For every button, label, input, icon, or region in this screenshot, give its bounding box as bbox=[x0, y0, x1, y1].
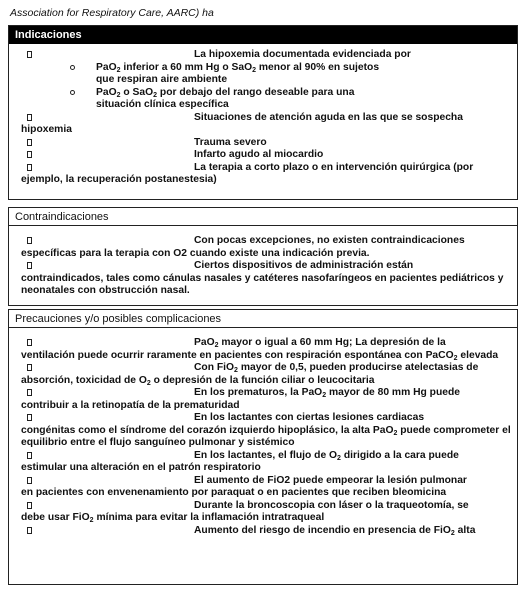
checkbox-bullet-icon bbox=[27, 114, 32, 121]
item-text: Aumento del riesgo de incendio en presencia de FiO$_2$ alta bbox=[194, 524, 476, 537]
item-text: En los lactantes con ciertas lesiones cardiacas bbox=[194, 412, 425, 423]
item-cont: en pacientes con envenenamiento por paraquat o en pacientes que reciben bleomicina bbox=[21, 487, 447, 498]
checkbox-bullet-icon bbox=[27, 237, 32, 244]
checkbox-bullet-icon bbox=[27, 527, 32, 534]
section-title: Indicaciones bbox=[9, 26, 517, 44]
list-item bbox=[9, 387, 517, 412]
item-text: Durante la broncoscopia con láser o la traqueotomía, se bbox=[194, 499, 469, 511]
list-item bbox=[9, 475, 517, 500]
item-cont: estimular una alteración en el patrón respiratorio bbox=[21, 462, 261, 473]
sub-list-item bbox=[9, 87, 517, 112]
section-title: Precauciones y/o posibles complicaciones bbox=[9, 310, 517, 328]
list-item bbox=[9, 235, 517, 260]
checkbox-bullet-icon bbox=[27, 477, 32, 484]
item-text: El aumento de FiO2 puede empeorar la lesión pulmonar bbox=[194, 474, 467, 486]
sub-item-cont: que respiran aire ambiente bbox=[96, 74, 228, 85]
item-text: Trauma severo bbox=[194, 136, 267, 148]
list-item bbox=[9, 112, 517, 137]
section-precauciones bbox=[8, 309, 518, 585]
item-cont: contribuir a la retinopatía de la prematuridad bbox=[21, 399, 240, 411]
item-text: PaO$_2$ mayor o igual a 60 mm Hg; La depresión de la bbox=[194, 337, 446, 349]
section-title: Contraindicaciones bbox=[9, 208, 517, 226]
item-text: En los prematuros, la PaO$_2$ mayor de 80 mm Hg puede bbox=[194, 387, 460, 399]
item-cont: hipoxemia bbox=[21, 124, 72, 135]
item-text: La hipoxemia documentada evidenciada por bbox=[194, 49, 411, 60]
circle-bullet-icon bbox=[70, 90, 75, 95]
list-item bbox=[9, 162, 517, 187]
item-cont: ejemplo, la recuperación postanestesia) bbox=[21, 174, 217, 185]
item-cont: absorción, toxicidad de $O_2$ o depresión de la función ciliar o leucocitaria bbox=[21, 374, 375, 387]
list-item bbox=[9, 362, 517, 387]
sub-item-text: PaO$_2$ o SaO$_2$ por debajo del rango deseable para una bbox=[96, 86, 355, 99]
checkbox-bullet-icon bbox=[27, 452, 32, 459]
item-text: La terapia a corto plazo o en intervención quirúrgica (por bbox=[194, 161, 474, 173]
checkbox-bullet-icon bbox=[27, 151, 32, 158]
sub-item-cont: situación clínica específica bbox=[96, 99, 229, 110]
item-cont: específicas para la terapia con O2 cuando existe una indicación previa. bbox=[21, 247, 370, 259]
list-item bbox=[9, 412, 517, 450]
item-cont: contraindicados, tales como cánulas nasales y catéteres nasofaríngeos en pacientes pediátricos y neonatales con obstrucción nasal. bbox=[21, 272, 504, 296]
item-cont: ventilación puede ocurrir raramente en pacientes con respiración espontánea con PaCO$_2$ elevada bbox=[21, 349, 499, 362]
checkbox-bullet-icon bbox=[27, 139, 32, 146]
item-text: Con pocas excepciones, no existen contraindicaciones bbox=[194, 235, 465, 246]
item-cont: congénitas como el síndrome del corazón izquierdo hipoplásico, la alta PaO$_2$ puede comprometer el equilibrio entre el flujo sanguíneo pulmonar y sistémico bbox=[21, 424, 511, 448]
item-text: Infarto agudo al miocardio bbox=[194, 149, 324, 160]
item-text: En los lactantes, el flujo de $O_2$ dirigido a la cara puede bbox=[194, 449, 459, 462]
checkbox-bullet-icon bbox=[27, 339, 32, 346]
list-item bbox=[9, 337, 517, 362]
list-item bbox=[9, 260, 517, 298]
item-text: Con FiO$_2$ mayor de 0,5, pueden producirse atelectasias de bbox=[194, 362, 479, 374]
checkbox-bullet-icon bbox=[27, 262, 32, 269]
page-header-text: Association for Respiratory Care, AARC) ha bbox=[10, 7, 214, 19]
checkbox-bullet-icon bbox=[27, 364, 32, 371]
checkbox-bullet-icon bbox=[27, 502, 32, 509]
section-contraindicaciones bbox=[8, 207, 518, 306]
list-item bbox=[9, 149, 517, 162]
checkbox-bullet-icon bbox=[27, 164, 32, 171]
checkbox-bullet-icon bbox=[27, 51, 32, 58]
sub-item-text: PaO$_2$ inferior a 60 mm Hg o SaO$_2$ menor al 90% en sujetos bbox=[96, 61, 380, 74]
list-item bbox=[9, 137, 517, 150]
sub-list-item bbox=[9, 62, 517, 87]
item-cont: debe usar FiO$_2$ mínima para evitar la inflamación intratraqueal bbox=[21, 512, 325, 524]
list-item bbox=[9, 450, 517, 475]
list-item bbox=[9, 525, 517, 538]
item-text: Ciertos dispositivos de administración están bbox=[194, 260, 414, 271]
circle-bullet-icon bbox=[70, 65, 75, 70]
checkbox-bullet-icon bbox=[27, 389, 32, 396]
item-text: Situaciones de atención aguda en las que se sospecha bbox=[194, 111, 463, 123]
list-item bbox=[9, 500, 517, 525]
checkbox-bullet-icon bbox=[27, 414, 32, 421]
list-item bbox=[9, 49, 517, 62]
section-indicaciones bbox=[8, 25, 518, 200]
